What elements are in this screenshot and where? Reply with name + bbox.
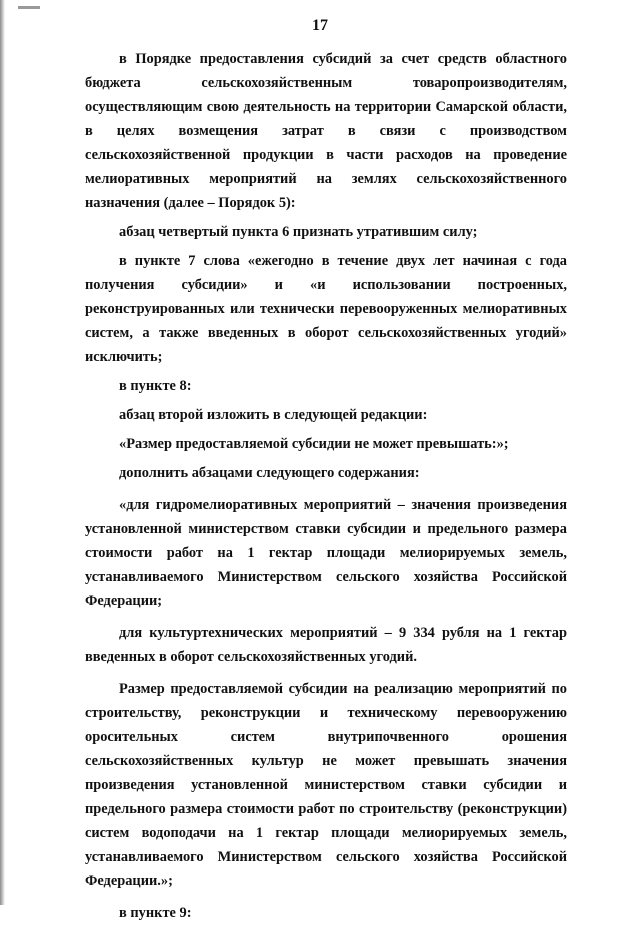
scan-edge-shadow [0,0,5,905]
paragraph-item-7: в пункте 7 слова «ежегодно в течение двух лет начиная с года получения субсидии» и «и использовании построенных, реконструированных или технически перевооруженных мелиоративных систем, а также введенных в оборот сельскохозяйственных угодий» исключить; [85,253,567,365]
paragraph-item-8-second-abzac: абзац второй изложить в следующей редакции: [119,407,428,423]
page-number: 17 [312,17,328,34]
scan-artifact-mark [18,6,40,9]
paragraph-item-6: абзац четвертый пункта 6 признать утратившим силу; [119,224,478,240]
paragraph-irrigation-systems: Размер предоставляемой субсидии на реализацию мероприятий по строительству, реконструкции и техническому перевооружению оросительных систем внутрипочвенного орошения сельскохозяйственных культур не может превышать значения произведения установленной министерством ставки субсидии и предельного размера стоимости работ по строительству (реконструкции) систем водоподачи на 1 гектар площади мелиорируемых земель, устанавливаемого Министерством сельского хозяйства Российской Федерации.»; [85,681,567,889]
paragraph-culturetechnical: для культуртехнических мероприятий – 9 334 рубля на 1 гектар введенных в оборот сельскохозяйственных угодий. [85,625,567,665]
paragraph-subsidy-limit-quote: «Размер предоставляемой субсидии не может превышать:»; [119,436,509,452]
paragraph-procedure-5-intro: в Порядке предоставления субсидий за счет средств областного бюджета сельскохозяйственным товаропроизводителям, осуществляющим свою деятельность на территории Самарской области, в целях возмещения затрат в связи с производством сельскохозяйственной продукции в части расходов на проведение мелиоративных мероприятий на землях сельскохозяйственного назначения (далее – Порядок 5): [85,51,567,211]
paragraph-hydromelioration: «для гидромелиоративных мероприятий – значения произведения установленной министерством ставки субсидии и предельного размера стоимости работ на 1 гектар площади мелиорируемых земель, устанавливаемого Министерством сельского хозяйства Российской Федерации; [85,497,567,609]
paragraph-item-8-heading: в пункте 8: [119,378,192,394]
paragraph-item-9-heading: в пункте 9: [119,905,192,921]
document-body [85,47,567,925]
paragraph-supplement-abzacs: дополнить абзацами следующего содержания: [119,465,420,481]
